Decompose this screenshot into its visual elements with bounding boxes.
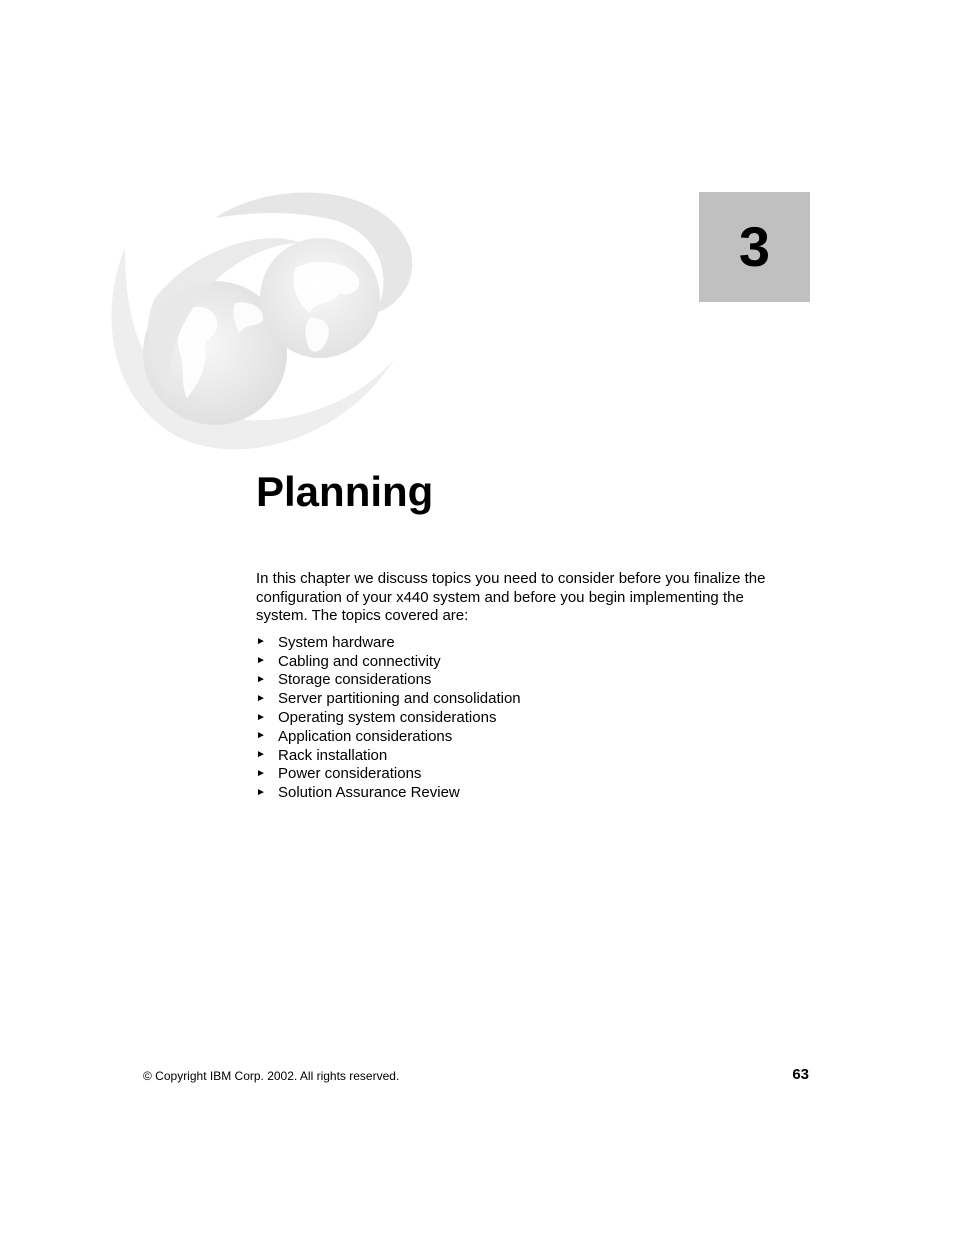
redbooks-globe-logo (95, 188, 425, 450)
chapter-number-box (699, 192, 810, 302)
bullet-arrow-icon: ► (256, 786, 266, 798)
footer-copyright: © Copyright IBM Corp. 2002. All rights reserved. (143, 1069, 400, 1083)
list-item (256, 689, 521, 708)
bullet-arrow-icon: ► (256, 711, 266, 723)
list-item-text: Application considerations (278, 727, 453, 745)
topics-list (256, 633, 521, 802)
list-item-text: Power considerations (278, 765, 422, 783)
list-item-text: Operating system considerations (278, 709, 497, 727)
bullet-arrow-icon: ► (256, 636, 266, 648)
intro-paragraph: In this chapter we discuss topics you need to consider before you finalize the configuration of your x440 system and before you begin implementing the system. The topics covered are: (256, 570, 766, 624)
list-item-text: Rack installation (278, 746, 388, 764)
bullet-arrow-icon: ► (256, 730, 266, 742)
chapter-title: Planning (256, 468, 434, 515)
list-item (256, 783, 521, 802)
bullet-arrow-icon: ► (256, 767, 266, 779)
chapter-number: 3 (738, 215, 771, 278)
list-item (256, 671, 521, 690)
list-item (256, 708, 521, 727)
list-item-text: Server partitioning and consolidation (278, 690, 521, 708)
bullet-arrow-icon: ► (256, 673, 266, 685)
list-item-text: Storage considerations (278, 671, 432, 689)
list-item (256, 746, 521, 765)
list-item-text: Solution Assurance Review (278, 784, 460, 802)
list-item (256, 765, 521, 784)
bullet-arrow-icon: ► (256, 749, 266, 761)
bullet-arrow-icon: ► (256, 655, 266, 667)
page-number: 63 (792, 1066, 809, 1083)
list-item (256, 652, 521, 671)
bullet-arrow-icon: ► (256, 692, 266, 704)
list-item (256, 633, 521, 652)
list-item (256, 727, 521, 746)
list-item-text: System hardware (278, 633, 395, 651)
list-item-text: Cabling and connectivity (278, 652, 441, 670)
